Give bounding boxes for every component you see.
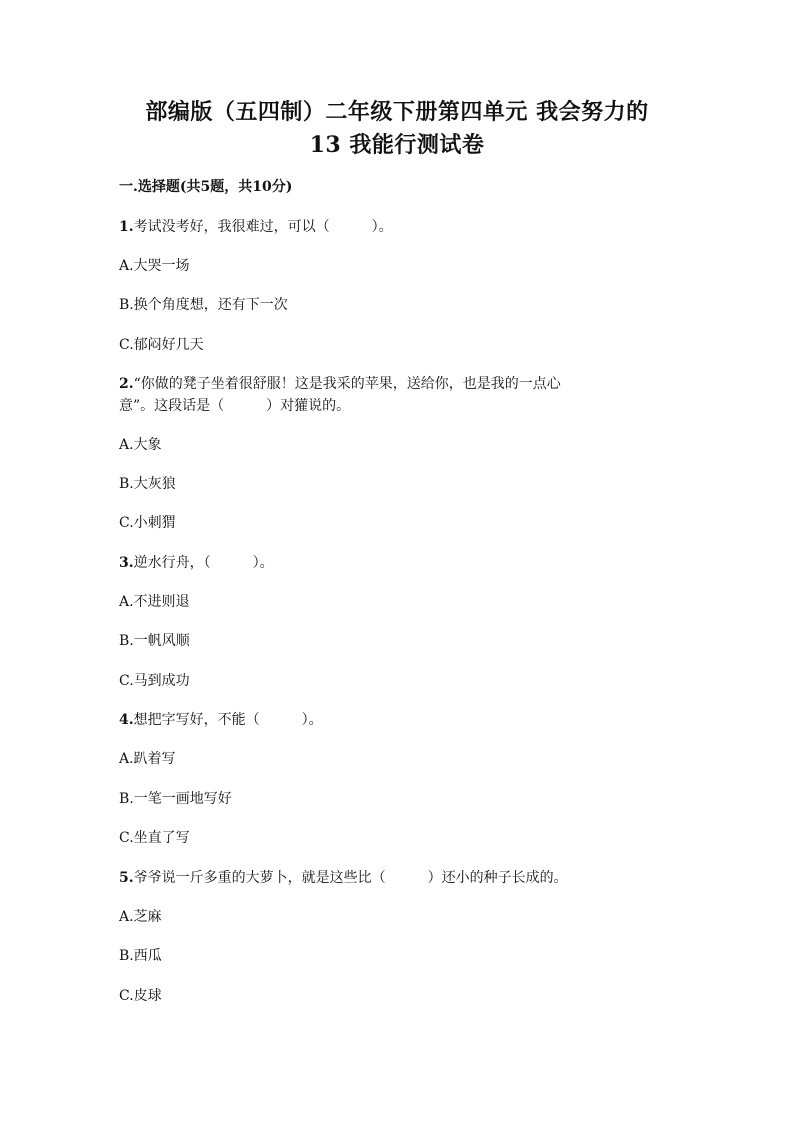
- question-stem: 逆水行舟，（ ）。: [133, 555, 274, 571]
- option-5b: B.西瓜: [119, 948, 162, 964]
- page-title-line1: 部编版（五四制）二年级下册第四单元 我会努力的: [145, 99, 649, 125]
- option-3a: A.不进则退: [119, 594, 190, 610]
- question-2-line2: 意”。这段话是（ ）对獾说的。: [119, 398, 351, 414]
- question-number: 4.: [119, 712, 134, 728]
- question-4: [119, 710, 323, 730]
- question-number: 5.: [119, 870, 134, 886]
- option-1c: C.郁闷好几天: [119, 337, 204, 353]
- option-3c: C.马到成功: [119, 673, 190, 689]
- question-stem: 考试没考好，我很难过，可以（ ）。: [133, 219, 393, 235]
- question-stem: “你做的凳子坐着很舒服！这是我采的苹果，送给你，也是我的一点心: [133, 376, 561, 392]
- option-2a: A.大象: [119, 437, 162, 453]
- option-5c: C.皮球: [119, 988, 162, 1004]
- option-2b: B.大灰狼: [119, 476, 176, 492]
- option-4b: B.一笔一画地写好: [119, 791, 232, 807]
- option-1a: A.大哭一场: [119, 258, 190, 274]
- option-4c: C.坐直了写: [119, 830, 190, 846]
- question-3: [119, 553, 274, 573]
- question-number: 1.: [119, 219, 134, 235]
- option-2c: C.小刺猬: [119, 515, 176, 531]
- question-number: 2.: [119, 376, 134, 392]
- option-5a: A.芝麻: [119, 909, 162, 925]
- question-2-line1: [119, 374, 561, 394]
- question-stem: 爷爷说一斤多重的大萝卜，就是这些比（ ）还小的种子长成的。: [133, 870, 568, 886]
- option-1b: B.换个角度想，还有下一次: [119, 297, 288, 313]
- question-number: 3.: [119, 555, 134, 571]
- page-title-line2: 13 我能行测试卷: [309, 132, 485, 158]
- question-1: [119, 217, 393, 237]
- option-3b: B.一帆风顺: [119, 633, 190, 649]
- section-heading: 一.选择题(共5题，共10分): [119, 179, 293, 195]
- question-stem: 想把字写好，不能（ ）。: [133, 712, 323, 728]
- option-4a: A.趴着写: [119, 751, 176, 767]
- question-5: [119, 868, 568, 888]
